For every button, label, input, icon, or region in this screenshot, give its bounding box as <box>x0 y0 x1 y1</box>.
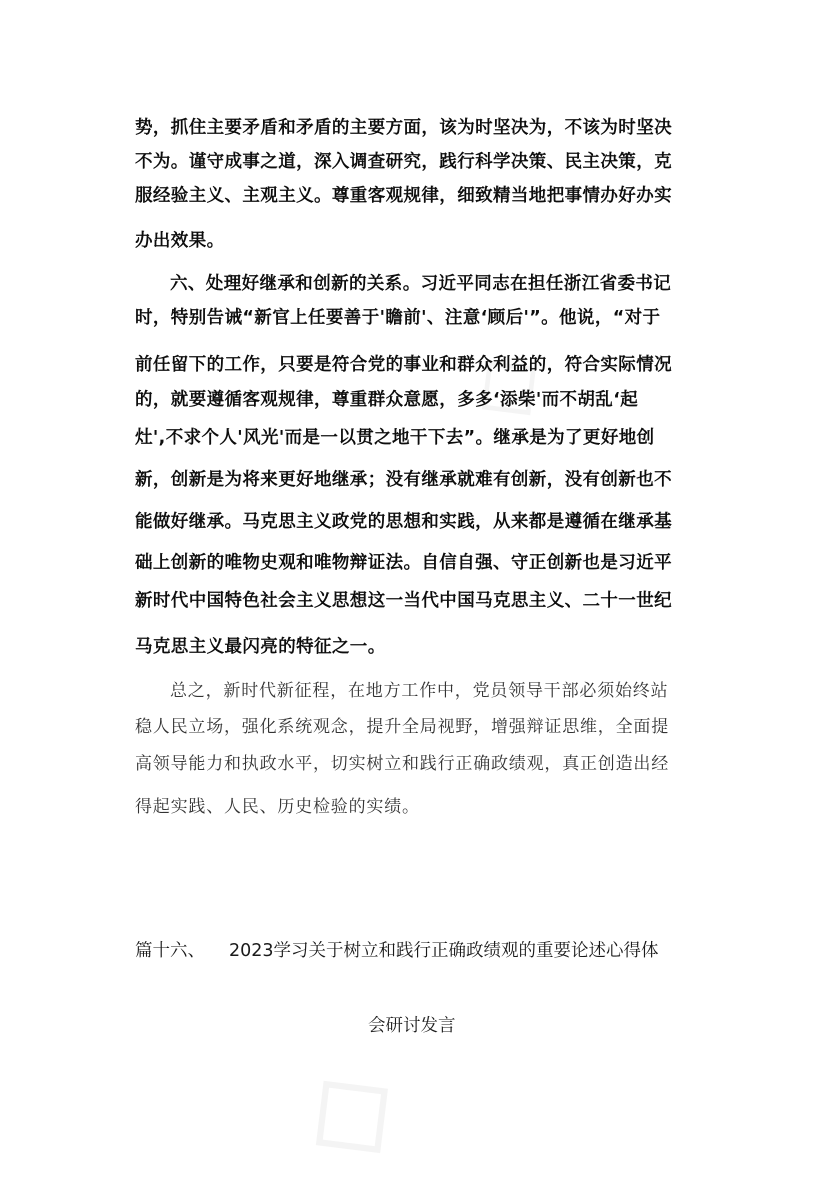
text-line: 的，就要遵循客观规律，尊重群众意愿，多多‘添柴'而不胡乱‘起 <box>135 390 639 410</box>
text-line: 稳人民立场，强化系统观念，提升全局视野，增强辩证思维，全面提 <box>135 717 669 737</box>
title-line-2: 会研讨发言 <box>368 1016 456 1036</box>
text-line: 前任留下的工作，只要是符合党的事业和群众利益的，符合实际情况 <box>135 355 672 375</box>
text-line: 总之，新时代新征程，在地方工作中，党员领导干部必须始终站 <box>170 681 669 701</box>
text-line: 得起实践、人民、历史检验的实绩。 <box>135 797 420 817</box>
text-line: 马克思主义最闪亮的特征之一。 <box>135 637 386 657</box>
text-line: 六、处理好继承和创新的关系。习近平同志在担任浙江省委书记 <box>170 274 672 294</box>
text-line: 办出效果。 <box>135 231 225 251</box>
text-line: 新时代中国特色社会主义思想这一当代中国马克思主义、二十一世纪 <box>135 591 672 611</box>
text-line: 时，特别告诫“新官上任要善于'瞻前'、注意‘顾后'”。他说，“对于 <box>135 308 661 328</box>
text-line: 高领导能力和执政水平，切实树立和践行正确政绩观，真正创造出经 <box>135 754 669 774</box>
text-line: 能做好继承。马克思主义政党的思想和实践，从来都是遵循在继承基 <box>135 512 672 532</box>
text-line: 灶',不求个人'风光'而是一以贯之地干下去”。继承是为了更好地创 <box>135 428 655 448</box>
watermark-mark <box>267 1026 425 1192</box>
watermark-mark <box>445 320 564 445</box>
title-prefix: 篇十六、 <box>135 941 205 961</box>
text-line: 新，创新是为将来更好地继承；没有继承就难有创新，没有创新也不 <box>135 470 672 490</box>
text-line: 势，抓住主要矛盾和矛盾的主要方面，该为时坚决为，不该为时坚决 <box>135 118 672 138</box>
text-line: 服经验主义、主观主义。尊重客观规律，细致精当地把事情办好办实 <box>135 186 672 206</box>
text-line: 不为。谨守成事之道，深入调查研究，践行科学决策、民主决策，克 <box>135 152 672 172</box>
title-line-1: 2023学习关于树立和践行正确政绩观的重要论述心得体 <box>229 941 659 961</box>
text-line: 础上创新的唯物史观和唯物辩证法。自信自强、守正创新也是习近平 <box>135 553 672 573</box>
